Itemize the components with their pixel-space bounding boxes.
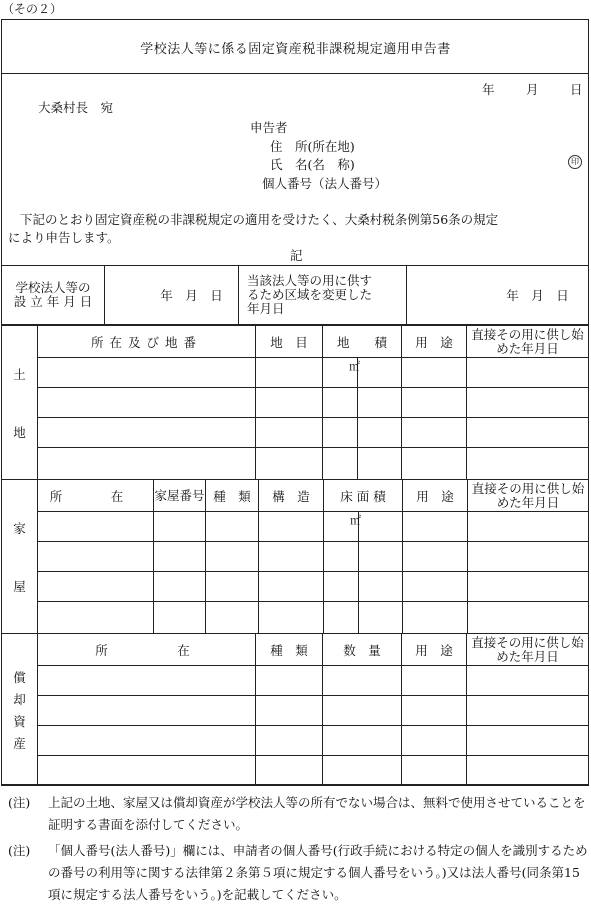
depreciable-cell[interactable] <box>256 756 323 786</box>
land-cell[interactable] <box>256 418 323 448</box>
land-cell[interactable] <box>323 418 358 448</box>
land-cell[interactable] <box>467 388 589 418</box>
land-cell[interactable] <box>402 388 467 418</box>
applicant-number-label: 個人番号（法人番号） <box>262 176 388 191</box>
house-table <box>1 479 589 634</box>
house-cell[interactable] <box>154 602 206 634</box>
form-title: 学校法人等に係る固定資産税非課税規定適用申告書 <box>140 42 451 57</box>
house-cell[interactable] <box>259 512 324 542</box>
applicant-name-label: 氏 名(名 称) <box>270 157 355 172</box>
house-side-label: 家 屋 <box>2 480 38 634</box>
statement-line1: 下記のとおり固定資産税の非課税規定の適用を受けたく、大桑村税条例第56条の規定 <box>20 212 499 227</box>
house-header-number: 家屋番号 <box>154 480 206 512</box>
house-cell[interactable] <box>206 542 259 572</box>
depreciable-table <box>1 633 589 786</box>
depreciable-header-use: 用 途 <box>402 634 467 666</box>
house-header-type: 種 類 <box>206 480 259 512</box>
note-2: (注) 「個人番号(法人番号)」欄には、申請者の個人番号(行政手続における特定の個人を識別するための番号の利用等に関する法律第２条第５項に規定する個人番号をいう。)又は法人番号(同条第15項に規定する法人番号をいう。)を記載してください。 <box>8 843 588 902</box>
house-area-cell[interactable]: ㎡ <box>324 512 359 542</box>
house-cell[interactable] <box>259 572 324 602</box>
house-cell[interactable] <box>324 602 359 634</box>
house-cell[interactable] <box>154 542 206 572</box>
house-cell[interactable] <box>468 512 589 542</box>
land-cell[interactable] <box>467 358 589 388</box>
depreciable-header-start-date: 直接その用に供し始めた年月日 <box>467 634 589 666</box>
page-label: （その２） <box>2 2 63 16</box>
house-cell[interactable] <box>206 602 259 634</box>
depreciable-cell[interactable] <box>323 726 402 756</box>
establish-date-field[interactable]: 年 月 日 <box>105 266 239 325</box>
house-header-use: 用 途 <box>403 480 468 512</box>
statement-line2: により申告します。 <box>8 230 120 245</box>
house-cell[interactable] <box>359 572 403 602</box>
house-cell[interactable] <box>206 572 259 602</box>
house-cell[interactable] <box>359 602 403 634</box>
land-header-location: 所在及び地番 <box>38 326 256 358</box>
house-cell[interactable] <box>259 602 324 634</box>
depreciable-header-quantity: 数 量 <box>323 634 402 666</box>
house-cell[interactable] <box>403 542 468 572</box>
land-cell[interactable] <box>323 448 358 480</box>
establishment-table <box>1 265 589 325</box>
house-header-start-date: 直接その用に供し始めた年月日 <box>468 480 589 512</box>
land-header-start-date: 直接その用に供し始めた年月日 <box>467 326 589 358</box>
house-header-structure: 構 造 <box>259 480 324 512</box>
house-cell[interactable] <box>38 512 154 542</box>
land-cell[interactable] <box>402 448 467 480</box>
house-cell[interactable] <box>38 602 154 634</box>
depreciable-cell[interactable] <box>323 696 402 726</box>
house-cell[interactable] <box>359 542 403 572</box>
depreciable-cell[interactable] <box>38 726 256 756</box>
applicant-address-label: 住 所(所在地) <box>270 139 355 154</box>
seal-icon: 印 <box>568 155 582 169</box>
depreciable-cell[interactable] <box>256 696 323 726</box>
depreciable-cell[interactable] <box>323 666 402 696</box>
depreciable-cell[interactable] <box>38 666 256 696</box>
land-cell[interactable] <box>38 388 256 418</box>
note-1: (注) 上記の土地、家屋又は償却資産が学校法人等の所有でない場合は、無料で使用させていることを証明する書面を添付してください。 <box>8 795 586 832</box>
change-date-field[interactable]: 年 月 日 <box>407 266 589 325</box>
house-cell[interactable] <box>468 602 589 634</box>
land-side-label: 土 地 <box>2 326 38 480</box>
house-cell[interactable] <box>359 512 403 542</box>
depreciable-cell[interactable] <box>402 756 467 786</box>
house-cell[interactable] <box>206 512 259 542</box>
land-cell[interactable] <box>467 448 589 480</box>
ki-label: 記 <box>290 248 303 263</box>
house-cell[interactable] <box>324 542 359 572</box>
addressee: 大桑村長 宛 <box>38 100 114 115</box>
house-cell[interactable] <box>154 512 206 542</box>
land-cell[interactable] <box>358 358 402 388</box>
house-cell[interactable] <box>38 542 154 572</box>
depreciable-cell[interactable] <box>402 666 467 696</box>
depreciable-cell[interactable] <box>323 756 402 786</box>
depreciable-cell[interactable] <box>467 726 589 756</box>
house-cell[interactable] <box>38 572 154 602</box>
house-cell[interactable] <box>468 542 589 572</box>
depreciable-cell[interactable] <box>402 696 467 726</box>
establish-label: 学校法人等の 設 立 年 月 日 <box>2 266 105 325</box>
depreciable-side-label: 償 却 資 産 <box>2 634 38 786</box>
land-cell[interactable] <box>402 358 467 388</box>
house-cell[interactable] <box>403 572 468 602</box>
house-cell[interactable] <box>154 572 206 602</box>
land-cell[interactable] <box>467 418 589 448</box>
land-header-use: 用 途 <box>402 326 467 358</box>
land-cell[interactable] <box>402 418 467 448</box>
land-cell[interactable] <box>256 448 323 480</box>
date-day: 日 <box>570 82 583 97</box>
land-table <box>1 325 589 480</box>
house-header-floor-area: 床 面 積 <box>324 480 403 512</box>
house-cell[interactable] <box>403 512 468 542</box>
change-date-label: 当該法人等の用に供す るため区域を変更した 年月日 <box>239 266 407 325</box>
house-cell[interactable] <box>403 602 468 634</box>
depreciable-header-type: 種 類 <box>256 634 323 666</box>
land-cell[interactable] <box>38 418 256 448</box>
land-cell[interactable] <box>358 388 402 418</box>
depreciable-cell[interactable] <box>467 696 589 726</box>
depreciable-cell[interactable] <box>256 726 323 756</box>
land-cell[interactable] <box>256 358 323 388</box>
land-header-area: 地 積 <box>323 326 402 358</box>
land-cell[interactable] <box>358 418 402 448</box>
depreciable-cell[interactable] <box>38 696 256 726</box>
depreciable-cell[interactable] <box>38 756 256 786</box>
depreciable-cell[interactable] <box>402 726 467 756</box>
applicant-heading: 申告者 <box>250 120 288 135</box>
depreciable-cell[interactable] <box>467 666 589 696</box>
land-cell[interactable] <box>38 448 256 480</box>
notes <box>2 792 588 906</box>
land-area-cell[interactable]: ㎡ <box>323 358 358 388</box>
land-cell[interactable] <box>323 388 358 418</box>
land-header-category: 地 目 <box>256 326 323 358</box>
date-month: 月 <box>526 82 539 97</box>
land-cell[interactable] <box>358 448 402 480</box>
house-cell[interactable] <box>259 542 324 572</box>
date-year: 年 <box>482 82 495 97</box>
land-cell[interactable] <box>38 358 256 388</box>
house-header-location: 所 在 <box>38 480 154 512</box>
depreciable-cell[interactable] <box>256 666 323 696</box>
land-cell[interactable] <box>256 388 323 418</box>
depreciable-header-location: 所 在 <box>38 634 256 666</box>
house-cell[interactable] <box>324 572 359 602</box>
title-divider <box>1 73 589 74</box>
depreciable-cell[interactable] <box>467 756 589 786</box>
house-cell[interactable] <box>468 572 589 602</box>
